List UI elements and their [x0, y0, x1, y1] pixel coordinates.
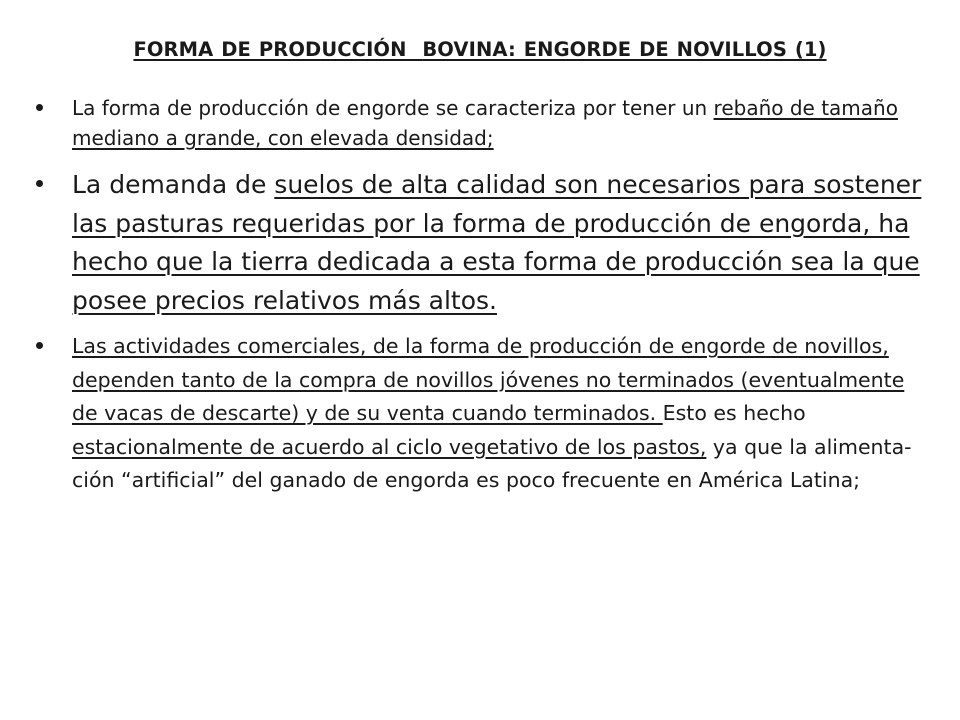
bullet-1-text: La forma de producción de engorde se caracteriza por tener un: [72, 96, 708, 120]
bullet-2-underlined-text: suelos de alta calidad son necesarios para sostener las pasturas requeridas por la forma de producción de engorda, ha hecho que la tierra dedicada a esta forma de producción sea la que posee precios relativos más altos.: [72, 170, 922, 315]
bullet-1-underlined-text: rebaño de tamaño mediano a grande, con elevada densidad;: [72, 96, 898, 150]
bullet-dot-icon: [36, 180, 43, 187]
bullet-item-2: [36, 166, 936, 320]
title-part-1: FORMA DE PRODUCCIÓN: [133, 38, 407, 61]
title-part-2: BOVINA: ENGORDE DE NOVILLOS (1): [422, 38, 827, 61]
bullet-dot-icon: [36, 342, 43, 349]
bullet-list: [36, 93, 936, 498]
bullet-3-text-1: Esto es hecho: [662, 401, 806, 425]
bullet-3-text-2: ya que la alimenta-ción “artificial” del ganado de engorda es poco frecuente en América Latina;: [72, 434, 912, 492]
bullet-item-3: [36, 330, 936, 498]
bullet-item-1: [36, 93, 936, 153]
slide-title: [0, 38, 960, 61]
bullet-3-underlined-text-1: Las actividades comerciales, de la forma de producción de engorde de novillos, dependen tanto de la compra de novillos jóvenes no terminados (eventualmente de vacas de descarte) y de su venta cuando terminados.: [72, 334, 905, 425]
bullet-2-text: La demanda de: [72, 170, 275, 199]
bullet-dot-icon: [36, 104, 43, 111]
bullet-3-underlined-text-2: estacionalmente de acuerdo al ciclo vegetativo de los pastos,: [72, 434, 707, 459]
